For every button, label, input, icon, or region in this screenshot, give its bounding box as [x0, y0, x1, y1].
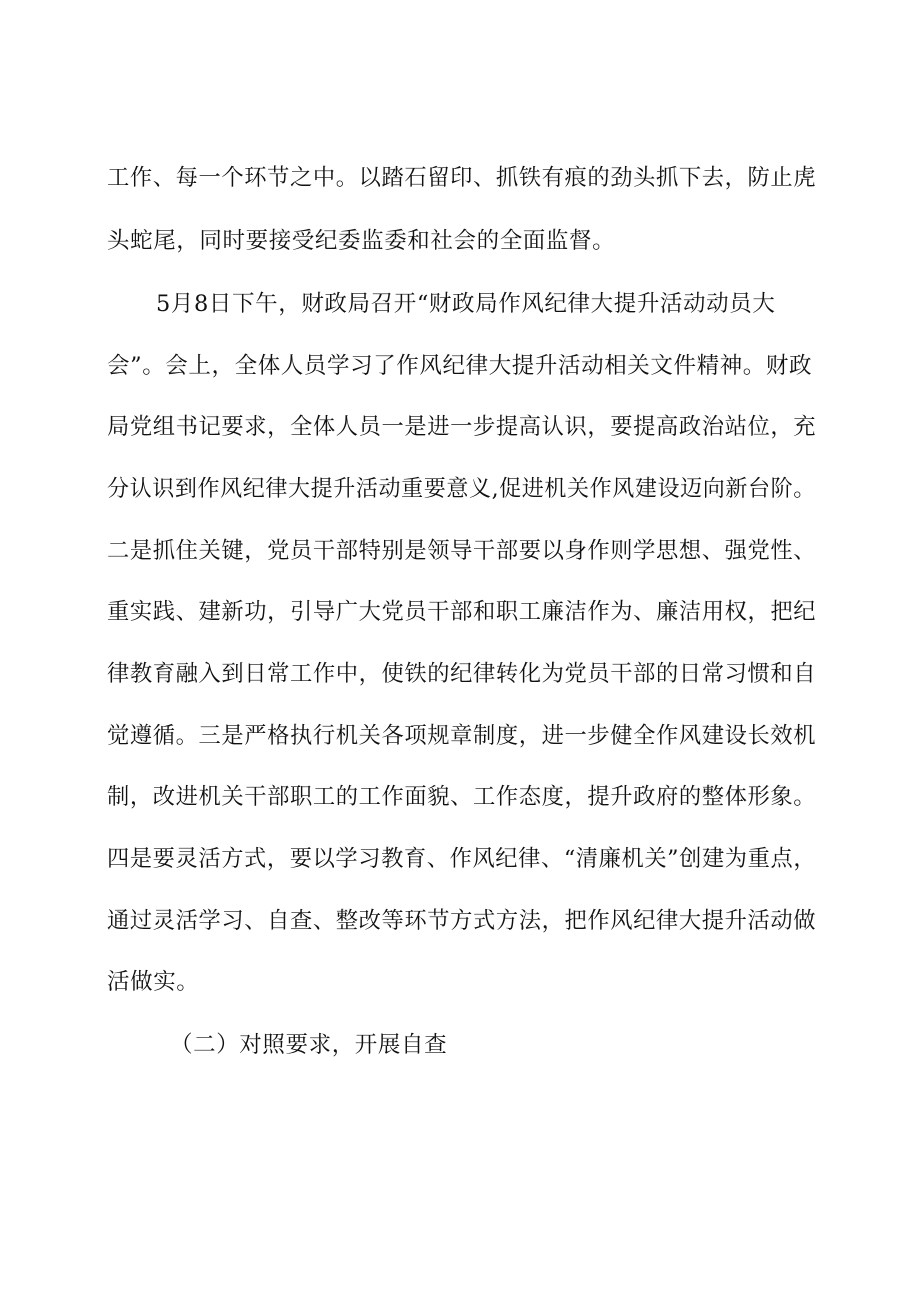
paragraph-line: 通过灵活学习、自查、整改等环节方式方法，把作风纪律大提升活动做: [107, 908, 817, 934]
paragraph-line: 5月8日下午，财政局召开“财政局作风纪律大提升活动动员大: [156, 291, 776, 317]
paragraph-line: 局党组书记要求，全体人员一是进一步提高认识，要提高政治站位，充: [107, 414, 817, 440]
paragraph-line: 会”。会上，全体人员学习了作风纪律大提升活动相关文件精神。财政: [107, 353, 813, 379]
paragraph-line: 觉遵循。三是严格执行机关各项规章制度，进一步健全作风建设长效机: [107, 723, 817, 749]
paragraph-line: 分认识到作风纪律大提升活动重要意义,促进机关作风建设迈向新台阶。: [107, 476, 816, 502]
section-heading: （二）对照要求，开展自查: [170, 1032, 448, 1058]
paragraph-line: 头蛇尾，同时要接受纪委监委和社会的全面监督。: [107, 228, 616, 254]
paragraph-line: 重实践、建新功，引导广大党员干部和职工廉洁作为、廉洁用权，把纪: [107, 599, 817, 625]
paragraph-line: 活做实。: [107, 969, 200, 995]
paragraph-line: 制，改进机关干部职工的工作面貌、工作态度，提升政府的整体形象。: [107, 784, 817, 810]
paragraph-line: 二是抓住关键，党员干部特别是领导干部要以身作则学思想、强党性、: [107, 538, 817, 564]
paragraph-line: 律教育融入到日常工作中，使铁的纪律转化为党员干部的日常习惯和自: [107, 661, 817, 687]
paragraph-line: 工作、每一个环节之中。以踏石留印、抓铁有痕的劲头抓下去，防止虎: [107, 165, 817, 191]
paragraph-line: 四是要灵活方式，要以学习教育、作风纪律、“清廉机关”创建为重点，: [107, 846, 817, 872]
